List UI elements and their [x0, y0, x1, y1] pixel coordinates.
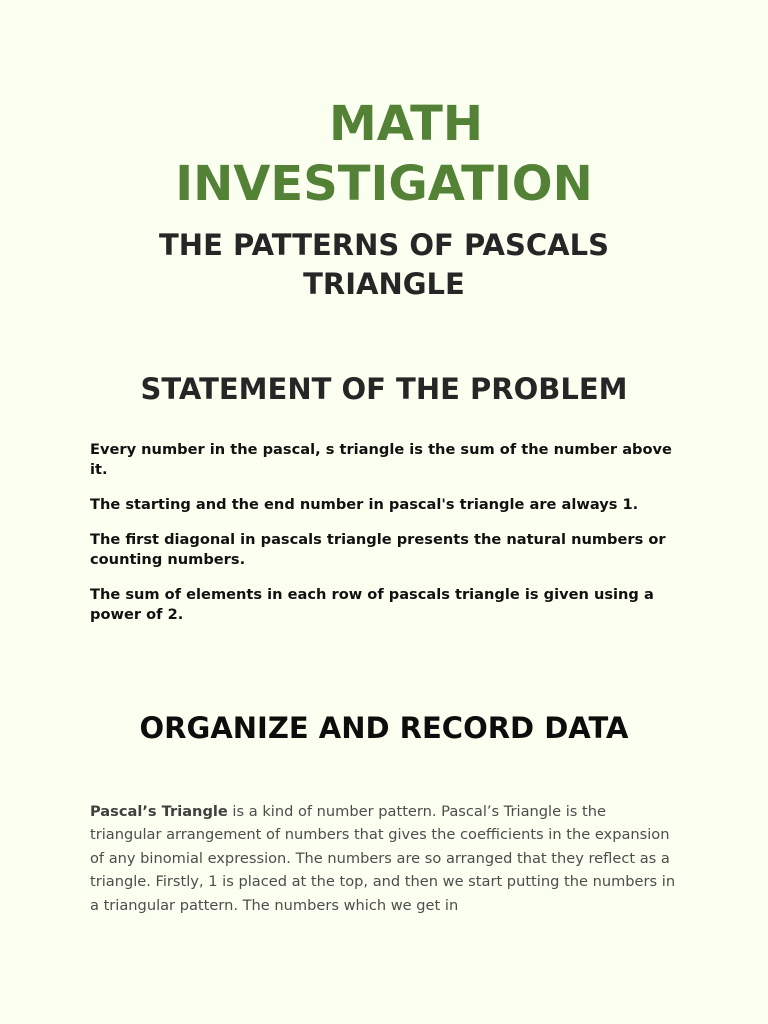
organize-heading: ORGANIZE AND RECORD DATA — [139, 711, 629, 745]
organize-paragraph — [90, 800, 680, 917]
document-title — [90, 94, 678, 214]
statement-item: The starting and the end number in pascal's triangle are always 1. — [90, 496, 639, 513]
document-subtitle: THE PATTERNS OF PASCALS TRIANGLE — [159, 228, 609, 301]
paragraph-lead: Pascal’s Triangle — [90, 803, 228, 820]
statement-item: The sum of elements in each row of pascals triangle is given using a power of 2. — [90, 586, 654, 623]
statement-item: Every number in the pascal, s triangle is the sum of the number above it. — [90, 441, 672, 478]
paragraph-text: is a kind of number pattern. Pascal’s Triangle is the triangular arrangement of numbers that gives the coefficients in the expansion of any binomial expression. The numbers are so arranged that they reflect as a triangle. Firstly, 1 is placed at the top, and then we start putting the numbers in a triangular pattern. The numbers which we get in — [90, 803, 676, 914]
title-line-2: INVESTIGATION — [175, 156, 593, 212]
title-line-1: MATH — [328, 96, 484, 152]
statement-item: The first diagonal in pascals triangle presents the natural numbers or counting numbers. — [90, 531, 666, 568]
problem-statements — [90, 440, 690, 640]
problem-heading: STATEMENT OF THE PROBLEM — [140, 372, 628, 406]
